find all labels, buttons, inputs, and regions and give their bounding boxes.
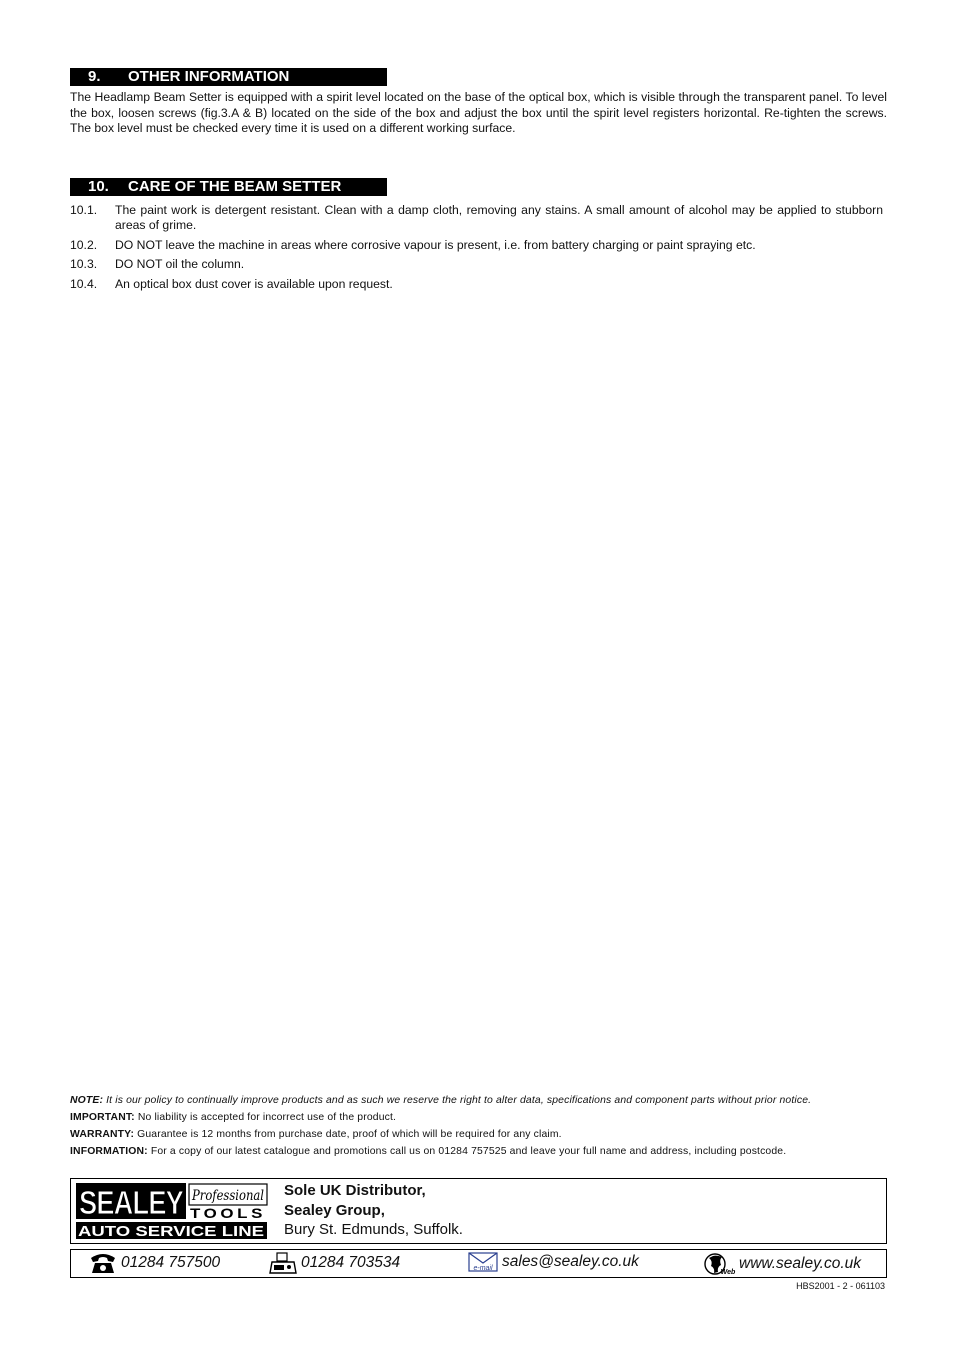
list-item bbox=[70, 257, 883, 272]
list-item-number: 10.1. bbox=[70, 203, 98, 217]
list-item-text: An optical box dust cover is available upon request. bbox=[115, 277, 393, 291]
logo-brand-text: SEALEY bbox=[79, 1184, 184, 1221]
list-item-text: DO NOT oil the column. bbox=[115, 257, 245, 271]
warranty-text: Guarantee is 12 months from purchase date, proof of which will be required for any claim. bbox=[137, 1129, 562, 1140]
important-text: No liability is accepted for incorrect use of the product. bbox=[137, 1112, 397, 1123]
logo-tools-text: TOOLS bbox=[190, 1205, 266, 1221]
fax-number[interactable]: 01284 703534 bbox=[301, 1254, 401, 1271]
sealey-logo bbox=[76, 1183, 268, 1239]
section-10-title: CARE OF THE BEAM SETTER bbox=[128, 178, 342, 195]
important-label: IMPORTANT: bbox=[70, 1112, 135, 1123]
section-9-title: OTHER INFORMATION bbox=[128, 68, 290, 85]
section-10-heading bbox=[70, 178, 387, 196]
fax-icon bbox=[269, 1252, 297, 1274]
information-label: INFORMATION: bbox=[70, 1146, 148, 1157]
list-item-number: 10.2. bbox=[70, 238, 98, 252]
list-item-number: 10.4. bbox=[70, 277, 98, 291]
distributor-address bbox=[284, 1181, 463, 1240]
contact-bar bbox=[70, 1249, 887, 1278]
email-contact bbox=[468, 1252, 639, 1272]
section-9-number: 9. bbox=[88, 68, 101, 85]
information-line bbox=[70, 1146, 887, 1157]
note-line bbox=[70, 1095, 887, 1106]
list-item-text: The paint work is detergent resistant. Clean with a damp cloth, removing any stains. A small amount of alcohol may be applied to stubborn areas of grime. bbox=[115, 203, 883, 232]
warranty-label: WARRANTY: bbox=[70, 1129, 135, 1140]
section-9-heading bbox=[70, 68, 387, 86]
distributor-line-3: Bury St. Edmunds, Suffolk. bbox=[284, 1221, 463, 1238]
important-line bbox=[70, 1112, 887, 1123]
web-contact bbox=[703, 1252, 861, 1276]
information-text: For a copy of our latest catalogue and promotions call us on 01284 757525 and leave your full name and address, including postcode. bbox=[150, 1146, 787, 1157]
section-10-number: 10. bbox=[88, 178, 109, 195]
warranty-line bbox=[70, 1129, 887, 1140]
note-text: It is our policy to continually improve products and as such we reserve the right to alter data, specifications and component parts without prior notice. bbox=[106, 1095, 812, 1106]
list-item-number: 10.3. bbox=[70, 257, 98, 271]
distributor-line-2: Sealey Group, bbox=[284, 1201, 385, 1219]
fax-contact bbox=[269, 1252, 400, 1274]
email-icon-label: e-mail bbox=[473, 1265, 493, 1272]
telephone-icon bbox=[89, 1252, 117, 1274]
sealey-logo-graphic bbox=[76, 1183, 268, 1239]
list-item-text: DO NOT leave the machine in areas where corrosive vapour is present, i.e. from battery charging or paint spraying etc. bbox=[115, 238, 756, 252]
distributor-line-1: Sole UK Distributor, bbox=[284, 1182, 426, 1199]
web-address[interactable]: www.sealey.co.uk bbox=[739, 1255, 862, 1272]
globe-icon bbox=[703, 1252, 735, 1276]
document-reference: HBS2001 - 2 - 061103 bbox=[796, 1281, 885, 1291]
logo-script-text: Professional bbox=[191, 1188, 264, 1204]
phone-contact bbox=[89, 1252, 220, 1274]
section-9-body: The Headlamp Beam Setter is equipped with a spirit level located on the base of the optical box, which is visible through the transparent panel. To level the box, loosen screws (fig.3.A & B) located on the side of the box and adjust the box until the spirit level registers horizontal. Re-tighten the screws. The box level must be checked every time it is used on a different working surface. bbox=[70, 90, 887, 135]
phone-number[interactable]: 01284 757500 bbox=[121, 1254, 221, 1271]
email-icon bbox=[468, 1252, 498, 1272]
logo-line-text: AUTO SERVICE LINE bbox=[78, 1223, 264, 1240]
list-item bbox=[70, 238, 883, 253]
list-item bbox=[70, 203, 883, 233]
list-item bbox=[70, 277, 883, 292]
note-label: NOTE: bbox=[70, 1095, 104, 1106]
email-address[interactable]: sales@sealey.co.uk bbox=[502, 1253, 639, 1270]
web-icon-label: Web bbox=[720, 1269, 736, 1276]
